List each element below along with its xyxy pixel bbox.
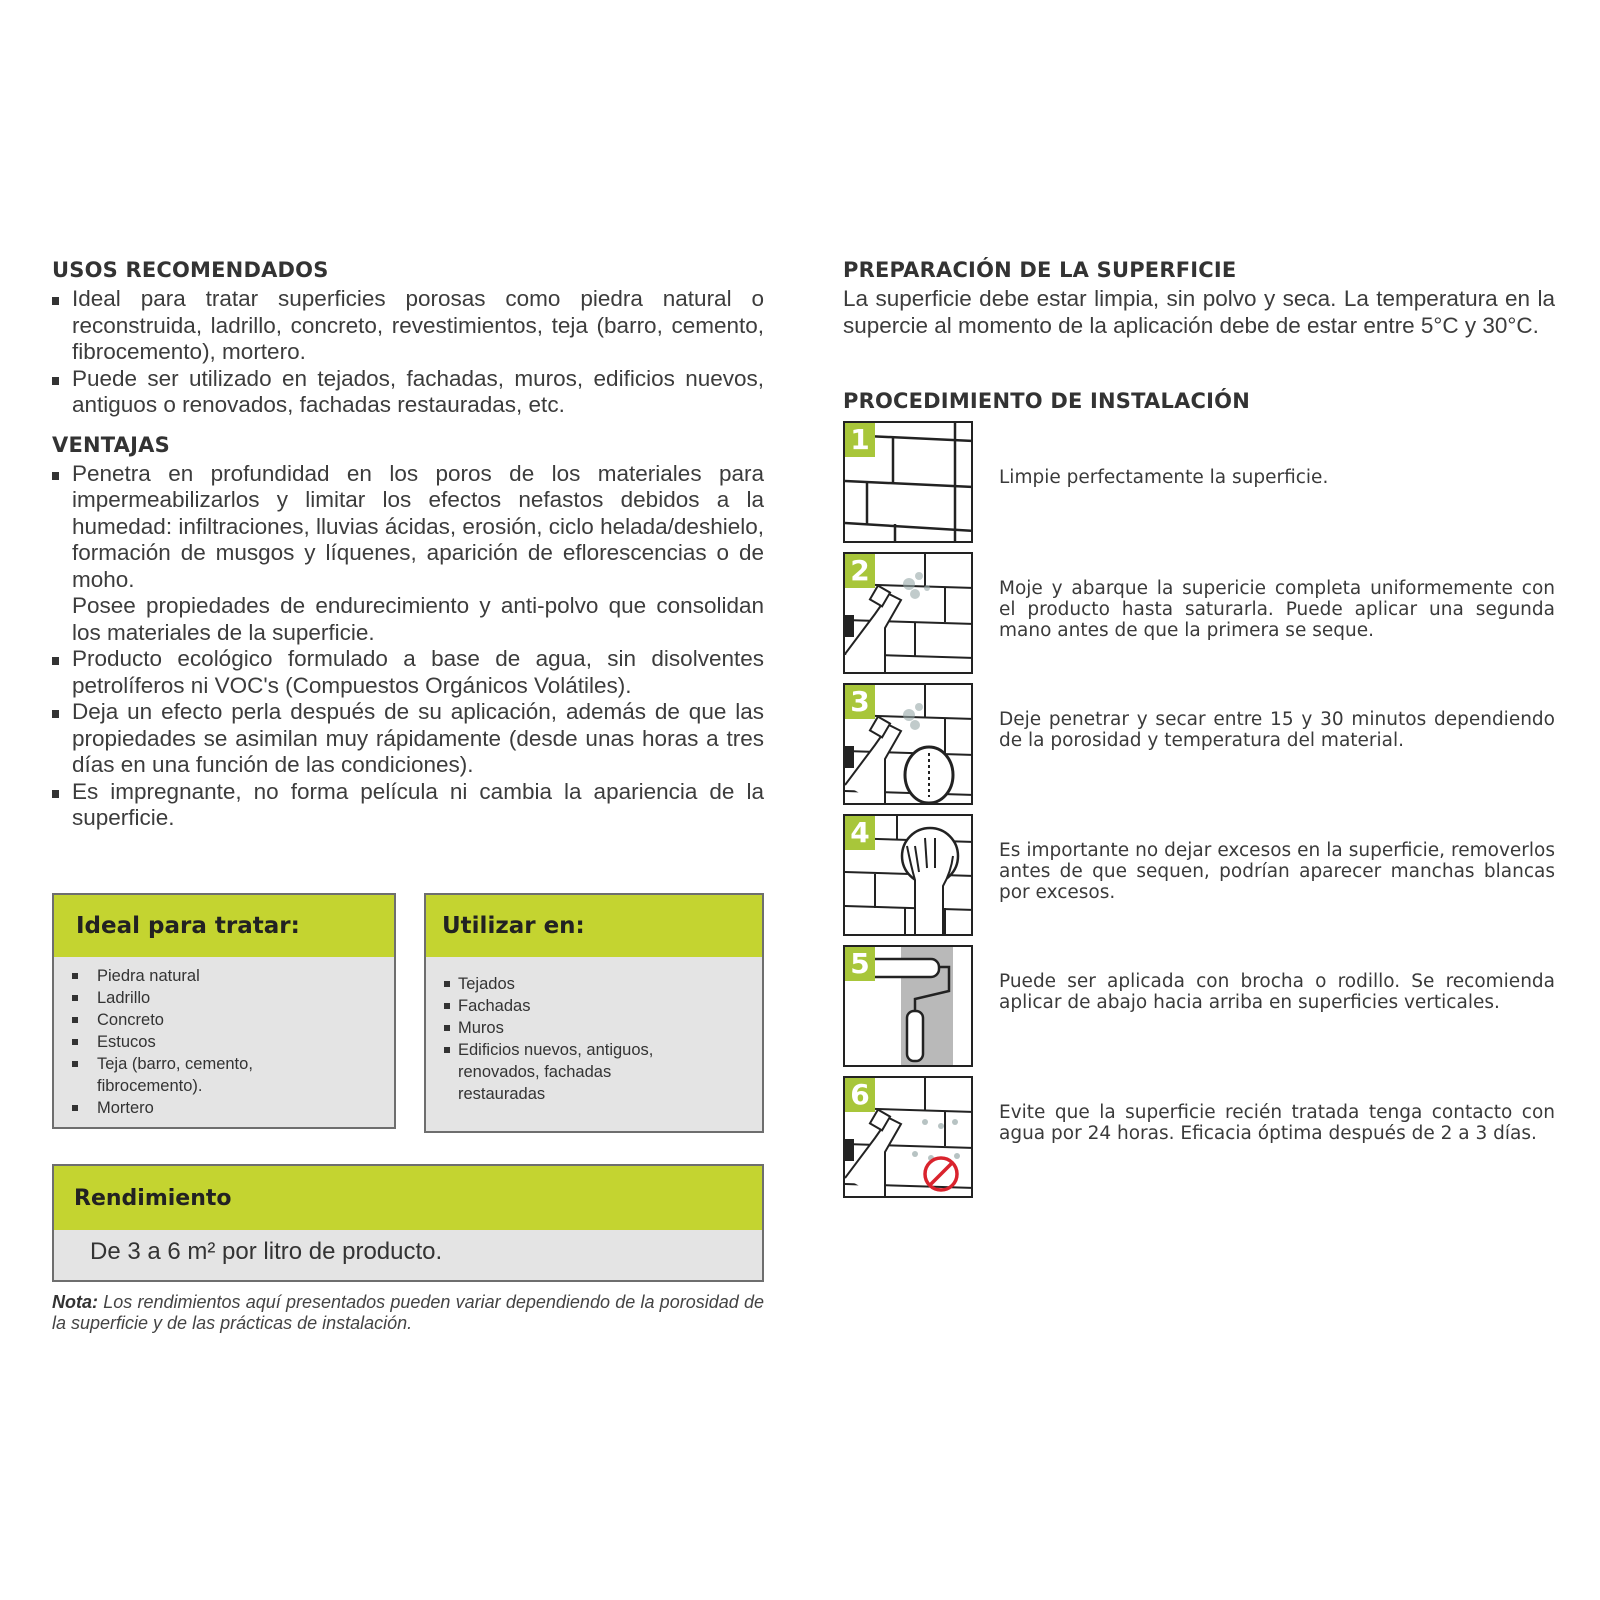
- list-item: Tejados: [458, 973, 762, 995]
- utilizar-box: [424, 893, 764, 1133]
- ventajas-title: VENTAJAS: [52, 432, 170, 457]
- hand-sponge-icon: [843, 814, 973, 936]
- bullet-icon: [52, 472, 59, 480]
- step-text: Moje y abarque la supericie completa uniformemente con el producto hasta saturarla. Puede aplicar una segunda mano antes de que la primera se seque.: [999, 578, 1555, 641]
- bullet-icon: [444, 1047, 450, 1053]
- usos-title: USOS RECOMENDADOS: [52, 258, 329, 282]
- rendimiento-value: De 3 a 6 m² por litro de producto.: [90, 1238, 443, 1265]
- spray-wall-icon: [843, 552, 973, 674]
- list-item: Es impregnante, no forma película ni cambia la apariencia de la superficie.: [52, 779, 764, 832]
- bullet-icon: [72, 1017, 78, 1023]
- bullet-icon: [52, 297, 59, 305]
- spray-clock-icon: [843, 683, 973, 805]
- preparacion-title: PREPARACIÓN DE LA SUPERFICIE: [843, 258, 1237, 282]
- step-text: Limpie perfectamente la superficie.: [999, 467, 1329, 488]
- list-item: Ladrillo: [97, 987, 394, 1009]
- rendimiento-box: [52, 1164, 764, 1282]
- list-item: Piedra natural: [97, 965, 394, 987]
- bullet-icon: [52, 710, 59, 718]
- utilizar-box-title: Utilizar en:: [426, 895, 762, 957]
- ideal-box: [52, 893, 396, 1129]
- info-boxes: [52, 893, 764, 1138]
- list-item: Producto ecológico formulado a base de agua, sin disolventes petrolíferos ni VOC's (Compuestos Orgánicos Volátiles).: [52, 646, 764, 699]
- step-2: [843, 552, 1555, 683]
- step-number: 6: [845, 1078, 875, 1112]
- step-text: Puede ser aplicada con brocha o rodillo. Se recomienda aplicar de abajo hacia arriba en superficies verticales.: [999, 971, 1555, 1013]
- bullet-icon: [72, 995, 78, 1001]
- list-item: Deja un efecto perla después de su aplicación, además de que las propiedades se asimilan muy rápidamente (desde unas horas a tres días en una función de las condiciones).: [52, 699, 764, 779]
- list-item: Puede ser utilizado en tejados, fachadas, muros, edificios nuevos, antiguos o renovados, fachadas restauradas, etc.: [52, 366, 764, 419]
- bullet-icon: [52, 377, 59, 385]
- nota: [52, 1292, 764, 1334]
- rendimiento-title: Rendimiento: [54, 1166, 762, 1230]
- ventajas-extra: Posee propiedades de endurecimiento y anti-polvo que consolidan los materiales de la superficie.: [72, 593, 764, 645]
- nota-label: Nota:: [52, 1292, 98, 1312]
- list-item: Concreto: [97, 1009, 394, 1031]
- list-item: Muros: [458, 1017, 762, 1039]
- bullet-icon: [444, 981, 450, 987]
- bullet-icon: [444, 1025, 450, 1031]
- list-item: Teja (barro, cemento, fibrocemento).: [97, 1053, 394, 1097]
- bullet-icon: [52, 790, 59, 798]
- list-item: Ideal para tratar superficies porosas como piedra natural o reconstruida, ladrillo, concreto, revestimientos, teja (barro, cemento, fibrocemento), mortero.: [52, 286, 764, 366]
- paint-roller-icon: [843, 945, 973, 1067]
- step-number: 1: [845, 423, 875, 457]
- bullet-icon: [72, 1105, 78, 1111]
- no-water-icon: [843, 1076, 973, 1198]
- step-text: Deje penetrar y secar entre 15 y 30 minutos dependiendo de la porosidad y temperatura del material.: [999, 709, 1555, 751]
- usos-list: [52, 286, 764, 419]
- ideal-list: [54, 965, 394, 1119]
- utilizar-list: [426, 973, 762, 1105]
- step-4: [843, 814, 1555, 945]
- step-text: Evite que la superficie recién tratada tenga contacto con agua por 24 horas. Eficacia óptima después de 2 a 3 días.: [999, 1102, 1555, 1144]
- step-5: [843, 945, 1555, 1076]
- bullet-icon: [444, 1003, 450, 1009]
- step-1: [843, 421, 1555, 552]
- list-item: Penetra en profundidad en los poros de los materiales para impermeabilizarlos y limitar los efectos nefastos debidos a la humedad: infiltraciones, lluvias ácidas, erosión, ciclo helada/deshielo, formación de musgos y líquenes, aparición de eflorescencias o de moho. Posee propiedades de endurecimiento y anti-polvo que consolidan los materiales de la superficie.: [52, 461, 764, 647]
- list-item: Edificios nuevos, antiguos, renovados, fachadas restauradas: [458, 1039, 762, 1105]
- preparacion-text: La superficie debe estar limpia, sin polvo y seca. La temperatura en la supercie al momento de la aplicación debe de estar entre 5°C y 30°C.: [843, 286, 1555, 338]
- list-item: Fachadas: [458, 995, 762, 1017]
- nota-text: Los rendimientos aquí presentados pueden variar dependiendo de la porosidad de la superficie y de las prácticas de instalación.: [52, 1292, 764, 1333]
- list-item: Estucos: [97, 1031, 394, 1053]
- step-number: 4: [845, 816, 875, 850]
- step-text: Es importante no dejar excesos en la superficie, removerlos antes de que sequen, podrían aparecer manchas blancas por excesos.: [999, 840, 1555, 903]
- ventajas-list: [52, 461, 764, 832]
- brick-wall-icon: [843, 421, 973, 543]
- steps: [843, 421, 1555, 1207]
- bullet-icon: [52, 657, 59, 665]
- step-number: 3: [845, 685, 875, 719]
- procedimiento-title: PROCEDIMIENTO DE INSTALACIÓN: [843, 389, 1250, 413]
- ideal-box-title: Ideal para tratar:: [54, 895, 394, 957]
- list-item: Mortero: [97, 1097, 394, 1119]
- step-6: [843, 1076, 1555, 1207]
- step-3: [843, 683, 1555, 814]
- right-column: [843, 258, 1555, 1207]
- left-column: [52, 258, 764, 832]
- bullet-icon: [72, 1061, 78, 1067]
- bullet-icon: [72, 973, 78, 979]
- step-number: 5: [845, 947, 875, 981]
- bullet-icon: [72, 1039, 78, 1045]
- step-number: 2: [845, 554, 875, 588]
